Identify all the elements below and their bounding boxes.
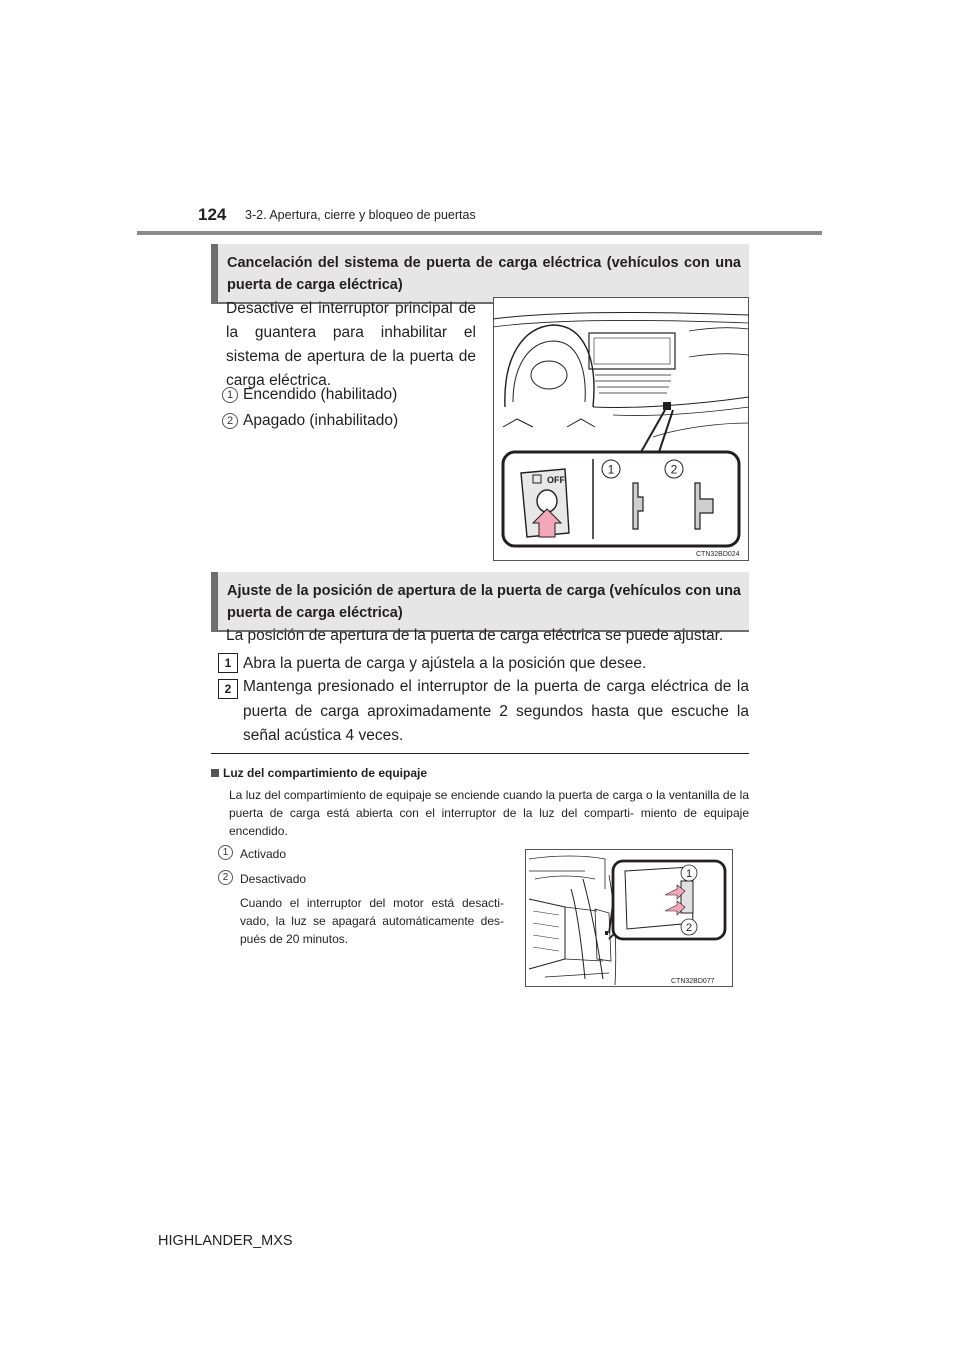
page-number: 124 bbox=[198, 205, 227, 224]
figure1-id: CTN32BD024 bbox=[696, 551, 740, 558]
note-item-off: Desactivado bbox=[240, 872, 307, 886]
note-marker-circle-2: 2 bbox=[218, 870, 233, 885]
svg-text:OFF: OFF bbox=[547, 475, 565, 485]
section-heading-cancel-power-door: Cancelación del sistema de puerta de carga eléctrica (vehículos con una puerta de carga eléctrica) bbox=[211, 244, 749, 304]
figure2-callout-2: 2 bbox=[685, 922, 693, 934]
step-box-1: 1 bbox=[218, 653, 238, 673]
chapter-title: 3-2. Apertura, cierre y bloqueo de puertas bbox=[245, 208, 476, 222]
marker-circle-1: 1 bbox=[222, 387, 238, 403]
figure1-callout-1: 1 bbox=[607, 462, 615, 477]
note-extra: Cuando el interruptor del motor está desacti- vado, la luz se apagará automáticamente des- pués de 20 minutos. bbox=[240, 896, 504, 946]
figure2-callout-1: 1 bbox=[685, 868, 693, 880]
header-rule bbox=[137, 231, 822, 235]
note-marker-circle-1: 1 bbox=[218, 845, 233, 860]
note-item-on: Activado bbox=[240, 847, 287, 861]
glovebox-switch-illustration bbox=[493, 297, 749, 561]
section1-body: Desactive el interruptor principal de la guantera para inhabilitar el sistema de apertura de la puerta de carga eléctrica. bbox=[226, 300, 476, 389]
note-heading bbox=[211, 766, 427, 780]
figure1-callout-2: 2 bbox=[670, 462, 678, 477]
marker-circle-2: 2 bbox=[222, 413, 238, 429]
section-heading-open-position: Ajuste de la posición de apertura de la puerta de carga (vehículos con una puerta de carga eléctrica) bbox=[211, 572, 749, 632]
figure2-id: CTN32BD077 bbox=[671, 978, 715, 985]
square-bullet-icon bbox=[211, 769, 219, 777]
section1-item-off: Apagado (inhabilitado) bbox=[243, 412, 399, 429]
note-title-text: Luz del compartimiento de equipaje bbox=[223, 766, 428, 780]
note-divider bbox=[211, 753, 749, 754]
section1-item-on: Encendido (habilitado) bbox=[243, 386, 398, 403]
step-box-2: 2 bbox=[218, 679, 238, 699]
section2-step-1: Abra la puerta de carga y ajústela a la posición que desee. bbox=[243, 655, 647, 672]
section2-intro: La posición de apertura de la puerta de carga eléctrica se puede ajustar. bbox=[226, 627, 724, 644]
luggage-light-switch-illustration bbox=[525, 849, 733, 987]
model-footer: HIGHLANDER_MXS bbox=[158, 1233, 293, 1249]
note-body: La luz del compartimiento de equipaje se enciende cuando la puerta de carga o la ventanilla de la puerta de carga está abierta con el interruptor de la luz del comparti- miento de equipaje encendido. bbox=[229, 788, 749, 838]
section2-step-2: Mantenga presionado el interruptor de la puerta de carga eléctrica de la puerta de carga aproximadamente 2 segundos hasta que escuche la señal acústica 4 veces. bbox=[243, 678, 749, 744]
